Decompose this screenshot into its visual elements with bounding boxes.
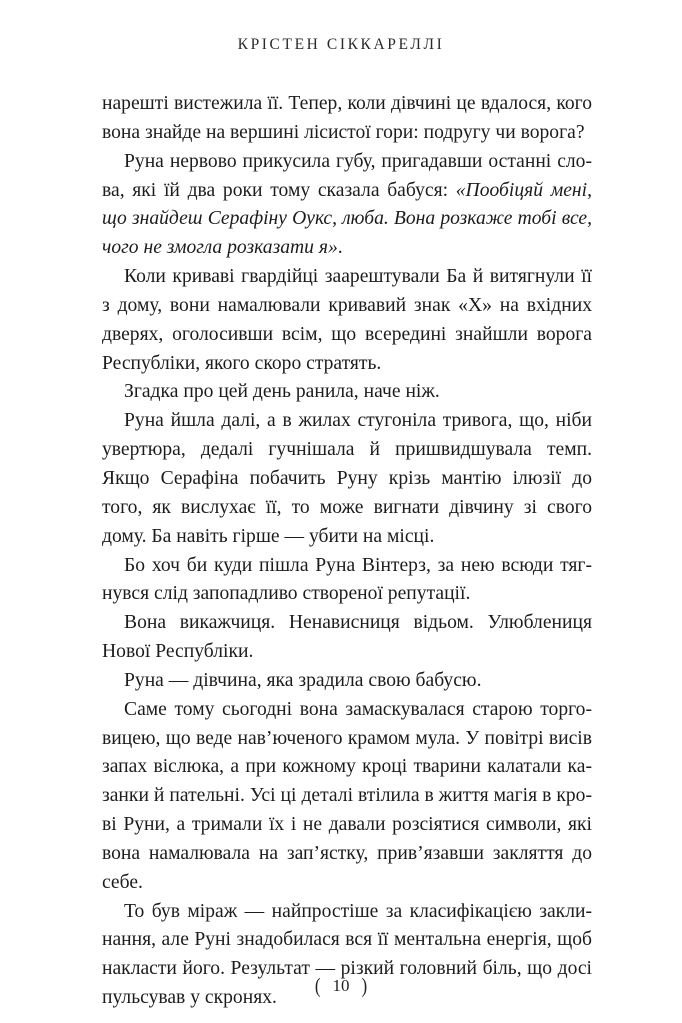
- right-parenthesis: ): [361, 973, 368, 998]
- paragraph-2-end: .: [337, 237, 343, 259]
- body-text: [102, 90, 592, 1013]
- left-parenthesis: (: [314, 973, 321, 998]
- paragraph-4: Згадка про цей день ранила, наче ніж.: [124, 381, 440, 403]
- running-header: КРІСТЕН СІККАРЕЛЛІ: [237, 36, 445, 53]
- paragraph-9: Саме тому сьогодні вона замаскувалася старою торговицею, що веде нав’юченого крамом мула. У повітрі висів запах віслюка, а при кожному кроці тварини калатали казанки й пательні. Усі ці деталі втілила в життя магія в крові Руни, а тримали їх і не давали розсіятися символи, які вона намалювала на зап’ястку, прив’язавши закляття до себе.: [102, 698, 592, 893]
- grandmother-quote: «Пообіцяй мені, що знайдеш Серафіну Оукс, люба. Вона розкаже тобі все, чого не змогла розказати я»: [102, 179, 592, 259]
- paragraph-3: Коли криваві гвардійці заарештували Ба й витягнули її з дому, вони намалювали кривавий знак «Х» на вхідних дверях, оголосивши всім, що всередині знайшли ворога Республіки, якого скоро стратять.: [102, 266, 592, 374]
- paragraph-8: Руна — дівчина, яка зрадила свою бабусю.: [124, 669, 482, 691]
- page-number: 10: [332, 976, 350, 995]
- paragraph-6: Бо хоч би куди пішла Руна Вінтерз, за нею всюди тягнувся слід запопадливо створеної репутації.: [102, 554, 592, 605]
- paragraph-2: [102, 148, 592, 263]
- page-number-footer: [0, 973, 682, 998]
- paragraph-10: То був міраж — найпростіше за класифікацією заклинання, але Руні знадобилася вся її ментальна енергія, щоб накласти його. Результат — різкий головний біль, що досі пульсував у скронях.: [102, 900, 592, 1009]
- paragraph-7: Вона викажчиця. Ненависниця відьом. Улюблениця Нової Республіки.: [102, 612, 592, 663]
- paragraph-2-text: Руна нервово прикусила губу, пригадавши останні слова, які їй два роки тому сказала бабуся:: [102, 150, 592, 201]
- paragraph-5: Руна йшла далі, а в жилах стугоніла тривога, що, ніби увертюра, дедалі гучнішала й пришвидшувала темп. Якщо Серафіна побачить Руну крізь мантію ілюзії до того, як вислухає її, то може вигнати дівчину зі свого дому. Ба навіть гірше — убити на місці.: [102, 410, 592, 547]
- paragraph-1: нарешті вистежила її. Тепер, коли дівчині це вдалося, кого вона знайде на вершині лісистої гори: подругу чи ворога?: [102, 93, 592, 143]
